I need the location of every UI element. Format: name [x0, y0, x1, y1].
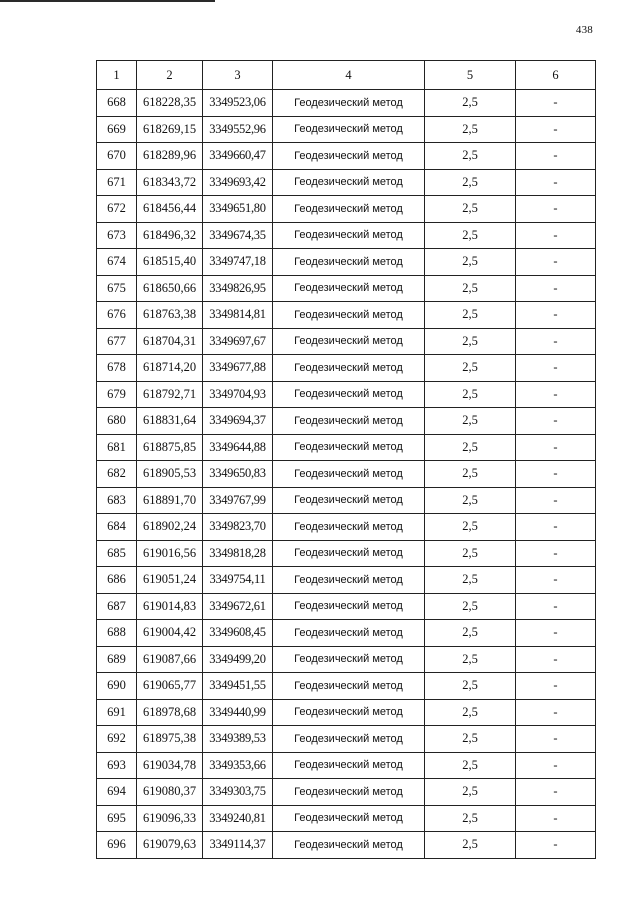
- y-coordinate-cell: 3349694,37: [203, 408, 273, 435]
- y-coordinate-cell: 3349552,96: [203, 116, 273, 143]
- coordinates-table: [96, 60, 596, 859]
- table-row: [97, 381, 596, 408]
- note-cell: -: [516, 514, 596, 541]
- table-row: [97, 726, 596, 753]
- x-coordinate-cell: 618343,72: [137, 169, 203, 196]
- x-coordinate-cell: 618456,44: [137, 196, 203, 223]
- header-cell-3: 3: [203, 61, 273, 90]
- method-cell: Геодезический метод: [273, 408, 425, 435]
- note-cell: -: [516, 805, 596, 832]
- x-coordinate-cell: 618891,70: [137, 487, 203, 514]
- point-number-cell: 688: [97, 620, 137, 647]
- y-coordinate-cell: 3349697,67: [203, 328, 273, 355]
- table-row: [97, 355, 596, 382]
- y-coordinate-cell: 3349440,99: [203, 699, 273, 726]
- y-coordinate-cell: 3349240,81: [203, 805, 273, 832]
- y-coordinate-cell: 3349499,20: [203, 646, 273, 673]
- point-number-cell: 685: [97, 540, 137, 567]
- point-number-cell: 673: [97, 222, 137, 249]
- accuracy-cell: 2,5: [425, 646, 516, 673]
- y-coordinate-cell: 3349747,18: [203, 249, 273, 276]
- method-cell: Геодезический метод: [273, 805, 425, 832]
- y-coordinate-cell: 3349650,83: [203, 461, 273, 488]
- accuracy-cell: 2,5: [425, 540, 516, 567]
- y-coordinate-cell: 3349693,42: [203, 169, 273, 196]
- point-number-cell: 694: [97, 779, 137, 806]
- x-coordinate-cell: 619014,83: [137, 593, 203, 620]
- point-number-cell: 689: [97, 646, 137, 673]
- accuracy-cell: 2,5: [425, 143, 516, 170]
- header-cell-4: 4: [273, 61, 425, 90]
- x-coordinate-cell: 618978,68: [137, 699, 203, 726]
- note-cell: -: [516, 540, 596, 567]
- accuracy-cell: 2,5: [425, 805, 516, 832]
- point-number-cell: 675: [97, 275, 137, 302]
- accuracy-cell: 2,5: [425, 779, 516, 806]
- accuracy-cell: 2,5: [425, 620, 516, 647]
- table-row: [97, 302, 596, 329]
- method-cell: Геодезический метод: [273, 355, 425, 382]
- note-cell: -: [516, 143, 596, 170]
- header-cell-5: 5: [425, 61, 516, 90]
- method-cell: Геодезический метод: [273, 328, 425, 355]
- point-number-cell: 693: [97, 752, 137, 779]
- point-number-cell: 676: [97, 302, 137, 329]
- y-coordinate-cell: 3349754,11: [203, 567, 273, 594]
- y-coordinate-cell: 3349672,61: [203, 593, 273, 620]
- note-cell: -: [516, 222, 596, 249]
- x-coordinate-cell: 619087,66: [137, 646, 203, 673]
- x-coordinate-cell: 619079,63: [137, 832, 203, 859]
- y-coordinate-cell: 3349677,88: [203, 355, 273, 382]
- y-coordinate-cell: 3349826,95: [203, 275, 273, 302]
- note-cell: -: [516, 355, 596, 382]
- table-row: [97, 567, 596, 594]
- table-row: [97, 143, 596, 170]
- y-coordinate-cell: 3349818,28: [203, 540, 273, 567]
- table-row: [97, 275, 596, 302]
- note-cell: -: [516, 646, 596, 673]
- point-number-cell: 695: [97, 805, 137, 832]
- table-row: [97, 90, 596, 117]
- note-cell: -: [516, 487, 596, 514]
- table-row: [97, 116, 596, 143]
- table-row: [97, 222, 596, 249]
- method-cell: Геодезический метод: [273, 752, 425, 779]
- y-coordinate-cell: 3349651,80: [203, 196, 273, 223]
- method-cell: Геодезический метод: [273, 673, 425, 700]
- x-coordinate-cell: 618763,38: [137, 302, 203, 329]
- method-cell: Геодезический метод: [273, 302, 425, 329]
- table-row: [97, 752, 596, 779]
- note-cell: -: [516, 116, 596, 143]
- table-row: [97, 540, 596, 567]
- x-coordinate-cell: 619034,78: [137, 752, 203, 779]
- point-number-cell: 677: [97, 328, 137, 355]
- method-cell: Геодезический метод: [273, 116, 425, 143]
- table-row: [97, 249, 596, 276]
- note-cell: -: [516, 169, 596, 196]
- header-row: [97, 61, 596, 90]
- header-cell-1: 1: [97, 61, 137, 90]
- y-coordinate-cell: 3349767,99: [203, 487, 273, 514]
- x-coordinate-cell: 619004,42: [137, 620, 203, 647]
- x-coordinate-cell: 618496,32: [137, 222, 203, 249]
- point-number-cell: 670: [97, 143, 137, 170]
- x-coordinate-cell: 619016,56: [137, 540, 203, 567]
- y-coordinate-cell: 3349389,53: [203, 726, 273, 753]
- table-row: [97, 593, 596, 620]
- note-cell: -: [516, 593, 596, 620]
- note-cell: -: [516, 328, 596, 355]
- method-cell: Геодезический метод: [273, 540, 425, 567]
- accuracy-cell: 2,5: [425, 726, 516, 753]
- point-number-cell: 679: [97, 381, 137, 408]
- x-coordinate-cell: 619080,37: [137, 779, 203, 806]
- table-row: [97, 434, 596, 461]
- point-number-cell: 684: [97, 514, 137, 541]
- method-cell: Геодезический метод: [273, 699, 425, 726]
- y-coordinate-cell: 3349303,75: [203, 779, 273, 806]
- x-coordinate-cell: 618269,15: [137, 116, 203, 143]
- x-coordinate-cell: 618714,20: [137, 355, 203, 382]
- point-number-cell: 683: [97, 487, 137, 514]
- point-number-cell: 696: [97, 832, 137, 859]
- x-coordinate-cell: 618650,66: [137, 275, 203, 302]
- method-cell: Геодезический метод: [273, 222, 425, 249]
- method-cell: Геодезический метод: [273, 832, 425, 859]
- method-cell: Геодезический метод: [273, 646, 425, 673]
- point-number-cell: 692: [97, 726, 137, 753]
- method-cell: Геодезический метод: [273, 487, 425, 514]
- y-coordinate-cell: 3349353,66: [203, 752, 273, 779]
- accuracy-cell: 2,5: [425, 434, 516, 461]
- accuracy-cell: 2,5: [425, 487, 516, 514]
- table-row: [97, 646, 596, 673]
- note-cell: -: [516, 461, 596, 488]
- note-cell: -: [516, 275, 596, 302]
- table-row: [97, 169, 596, 196]
- accuracy-cell: 2,5: [425, 832, 516, 859]
- table-row: [97, 779, 596, 806]
- method-cell: Геодезический метод: [273, 381, 425, 408]
- note-cell: -: [516, 832, 596, 859]
- point-number-cell: 687: [97, 593, 137, 620]
- table-row: [97, 328, 596, 355]
- table-row: [97, 673, 596, 700]
- point-number-cell: 691: [97, 699, 137, 726]
- accuracy-cell: 2,5: [425, 514, 516, 541]
- x-coordinate-cell: 618902,24: [137, 514, 203, 541]
- method-cell: Геодезический метод: [273, 169, 425, 196]
- table-row: [97, 461, 596, 488]
- x-coordinate-cell: 618905,53: [137, 461, 203, 488]
- top-rule: [0, 0, 215, 2]
- y-coordinate-cell: 3349523,06: [203, 90, 273, 117]
- accuracy-cell: 2,5: [425, 328, 516, 355]
- accuracy-cell: 2,5: [425, 355, 516, 382]
- method-cell: Геодезический метод: [273, 514, 425, 541]
- method-cell: Геодезический метод: [273, 90, 425, 117]
- note-cell: -: [516, 699, 596, 726]
- method-cell: Геодезический метод: [273, 196, 425, 223]
- x-coordinate-cell: 619065,77: [137, 673, 203, 700]
- table-row: [97, 487, 596, 514]
- point-number-cell: 678: [97, 355, 137, 382]
- y-coordinate-cell: 3349660,47: [203, 143, 273, 170]
- point-number-cell: 671: [97, 169, 137, 196]
- y-coordinate-cell: 3349644,88: [203, 434, 273, 461]
- accuracy-cell: 2,5: [425, 116, 516, 143]
- note-cell: -: [516, 567, 596, 594]
- accuracy-cell: 2,5: [425, 90, 516, 117]
- accuracy-cell: 2,5: [425, 408, 516, 435]
- accuracy-cell: 2,5: [425, 196, 516, 223]
- table-body: [97, 90, 596, 859]
- table-row: [97, 196, 596, 223]
- note-cell: -: [516, 196, 596, 223]
- x-coordinate-cell: 619051,24: [137, 567, 203, 594]
- point-number-cell: 680: [97, 408, 137, 435]
- page-number: 438: [575, 24, 593, 36]
- x-coordinate-cell: 618792,71: [137, 381, 203, 408]
- accuracy-cell: 2,5: [425, 673, 516, 700]
- point-number-cell: 686: [97, 567, 137, 594]
- table-row: [97, 514, 596, 541]
- point-number-cell: 674: [97, 249, 137, 276]
- note-cell: -: [516, 90, 596, 117]
- x-coordinate-cell: 618228,35: [137, 90, 203, 117]
- y-coordinate-cell: 3349608,45: [203, 620, 273, 647]
- x-coordinate-cell: 618875,85: [137, 434, 203, 461]
- point-number-cell: 672: [97, 196, 137, 223]
- header-cell-2: 2: [137, 61, 203, 90]
- accuracy-cell: 2,5: [425, 752, 516, 779]
- table-header: [97, 61, 596, 90]
- accuracy-cell: 2,5: [425, 169, 516, 196]
- note-cell: -: [516, 381, 596, 408]
- note-cell: -: [516, 249, 596, 276]
- y-coordinate-cell: 3349814,81: [203, 302, 273, 329]
- accuracy-cell: 2,5: [425, 593, 516, 620]
- method-cell: Геодезический метод: [273, 620, 425, 647]
- accuracy-cell: 2,5: [425, 249, 516, 276]
- table-row: [97, 408, 596, 435]
- note-cell: -: [516, 752, 596, 779]
- accuracy-cell: 2,5: [425, 461, 516, 488]
- point-number-cell: 668: [97, 90, 137, 117]
- method-cell: Геодезический метод: [273, 567, 425, 594]
- note-cell: -: [516, 726, 596, 753]
- method-cell: Геодезический метод: [273, 249, 425, 276]
- x-coordinate-cell: 618289,96: [137, 143, 203, 170]
- header-cell-6: 6: [516, 61, 596, 90]
- point-number-cell: 669: [97, 116, 137, 143]
- accuracy-cell: 2,5: [425, 302, 516, 329]
- x-coordinate-cell: 618975,38: [137, 726, 203, 753]
- method-cell: Геодезический метод: [273, 726, 425, 753]
- accuracy-cell: 2,5: [425, 381, 516, 408]
- method-cell: Геодезический метод: [273, 593, 425, 620]
- point-number-cell: 681: [97, 434, 137, 461]
- x-coordinate-cell: 618831,64: [137, 408, 203, 435]
- accuracy-cell: 2,5: [425, 699, 516, 726]
- point-number-cell: 682: [97, 461, 137, 488]
- note-cell: -: [516, 673, 596, 700]
- y-coordinate-cell: 3349704,93: [203, 381, 273, 408]
- note-cell: -: [516, 779, 596, 806]
- method-cell: Геодезический метод: [273, 779, 425, 806]
- note-cell: -: [516, 434, 596, 461]
- table-row: [97, 620, 596, 647]
- y-coordinate-cell: 3349674,35: [203, 222, 273, 249]
- method-cell: Геодезический метод: [273, 143, 425, 170]
- method-cell: Геодезический метод: [273, 275, 425, 302]
- x-coordinate-cell: 618515,40: [137, 249, 203, 276]
- y-coordinate-cell: 3349114,37: [203, 832, 273, 859]
- note-cell: -: [516, 620, 596, 647]
- table-row: [97, 699, 596, 726]
- table-row: [97, 805, 596, 832]
- method-cell: Геодезический метод: [273, 461, 425, 488]
- note-cell: -: [516, 302, 596, 329]
- accuracy-cell: 2,5: [425, 275, 516, 302]
- note-cell: -: [516, 408, 596, 435]
- x-coordinate-cell: 619096,33: [137, 805, 203, 832]
- x-coordinate-cell: 618704,31: [137, 328, 203, 355]
- method-cell: Геодезический метод: [273, 434, 425, 461]
- y-coordinate-cell: 3349451,55: [203, 673, 273, 700]
- y-coordinate-cell: 3349823,70: [203, 514, 273, 541]
- point-number-cell: 690: [97, 673, 137, 700]
- accuracy-cell: 2,5: [425, 567, 516, 594]
- accuracy-cell: 2,5: [425, 222, 516, 249]
- table-row: [97, 832, 596, 859]
